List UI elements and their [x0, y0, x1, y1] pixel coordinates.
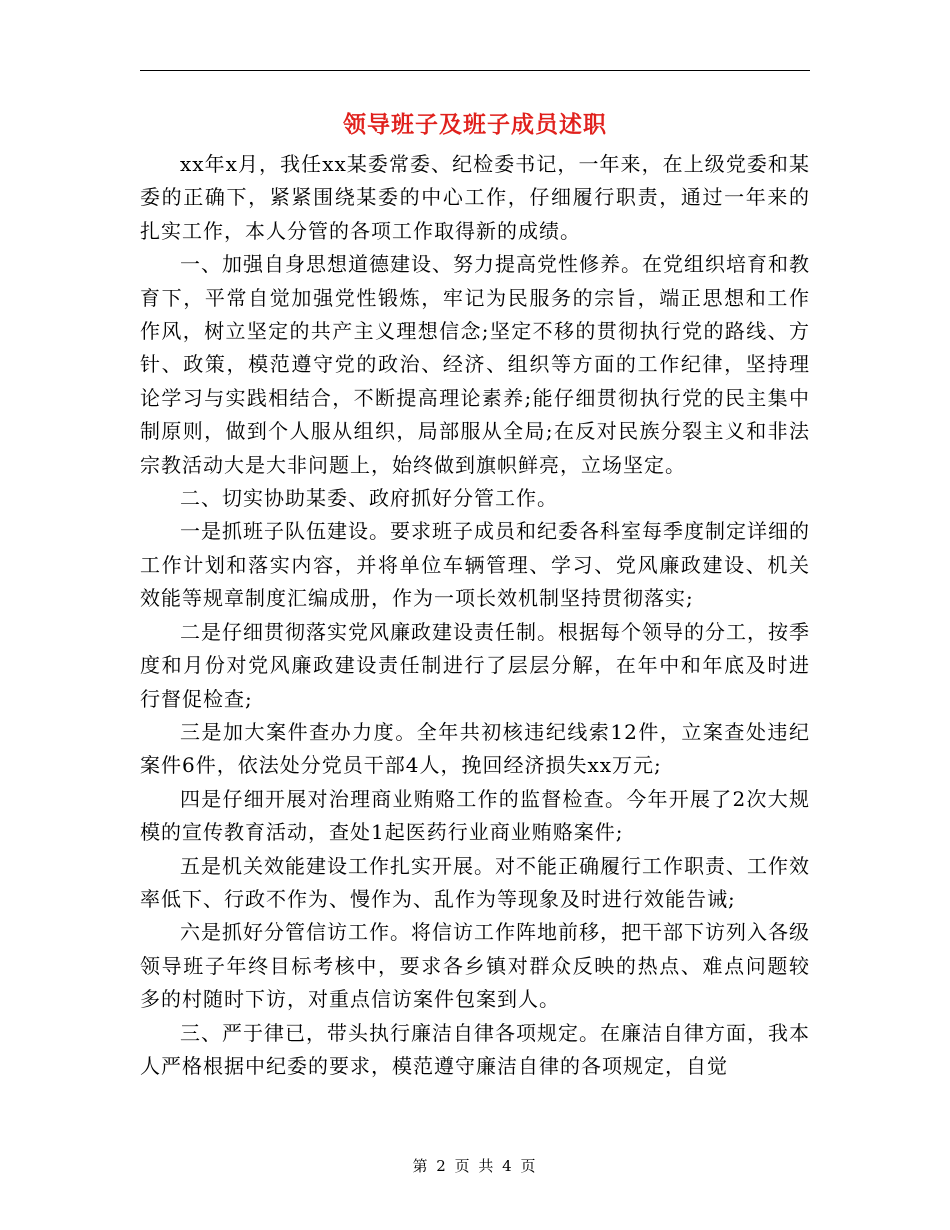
paragraph-item-3: 三是加大案件查办力度。全年共初核违纪线索12件，立案查处违纪案件6件，依法处分党员干部4人，挽回经济损失xx万元; [140, 719, 810, 778]
page-number-footer: 第 2 页 共 4 页 [412, 1157, 538, 1175]
header-rule [140, 70, 810, 71]
paragraph-item-1: 一是抓班子队伍建设。要求班子成员和纪委各科室每季度制定详细的工作计划和落实内容，并将单位车辆管理、学习、党风廉政建设、机关效能等规章制度汇编成册，作为一项长效机制坚持贯彻落实; [140, 519, 810, 611]
paragraph-section-1: 一、加强自身思想道德建设、努力提高党性修养。在党组织培育和教育下，平常自觉加强党性锻炼，牢记为民服务的宗旨，端正思想和工作作风，树立坚定的共产主义理想信念;坚定不移的贯彻执行党的路线、方针、政策，模范遵守党的政治、经济、组织等方面的工作纪律，坚持理论学习与实践相结合，不断提高理论素养;能仔细贯彻执行党的民主集中制原则，做到个人服从组织，局部服从全局;在反对民族分裂主义和非法宗教活动大是大非问题上，始终做到旗帜鲜亮，立场坚定。 [140, 252, 810, 477]
paragraph-item-5: 五是机关效能建设工作扎实开展。对不能正确履行工作职责、工作效率低下、行政不作为、慢作为、乱作为等现象及时进行效能告诫; [140, 853, 810, 911]
paragraph-intro: xx年x月，我任xx某委常委、纪检委书记，一年来，在上级党委和某委的正确下，紧紧围绕某委的中心工作，仔细履行职责，通过一年来的扎实工作，本人分管的各项工作取得新的成绩。 [140, 152, 810, 243]
paragraph-item-6: 六是抓好分管信访工作。将信访工作阵地前移，把干部下访列入各级领导班子年终目标考核中，要求各乡镇对群众反映的热点、难点问题较多的村随时下访，对重点信访案件包案到人。 [140, 920, 810, 1012]
paragraph-section-3: 三、严于律已，带头执行廉洁自律各项规定。在廉洁自律方面，我本人严格根据中纪委的要求，模范遵守廉洁自律的各项规定，自觉 [140, 1020, 810, 1078]
document-title: 领导班子及班子成员述职 [343, 111, 607, 138]
paragraph-section-2-heading: 二、切实协助某委、政府抓好分管工作。 [180, 486, 558, 511]
paragraph-item-4: 四是仔细开展对治理商业贿赂工作的监督检查。今年开展了2次大规模的宣传教育活动，查处1起医药行业商业贿赂案件; [140, 786, 810, 845]
document-body [140, 148, 810, 1083]
paragraph-item-2: 二是仔细贯彻落实党风廉政建设责任制。根据每个领导的分工，按季度和月份对党风廉政建设责任制进行了层层分解，在年中和年底及时进行督促检查; [140, 619, 810, 711]
